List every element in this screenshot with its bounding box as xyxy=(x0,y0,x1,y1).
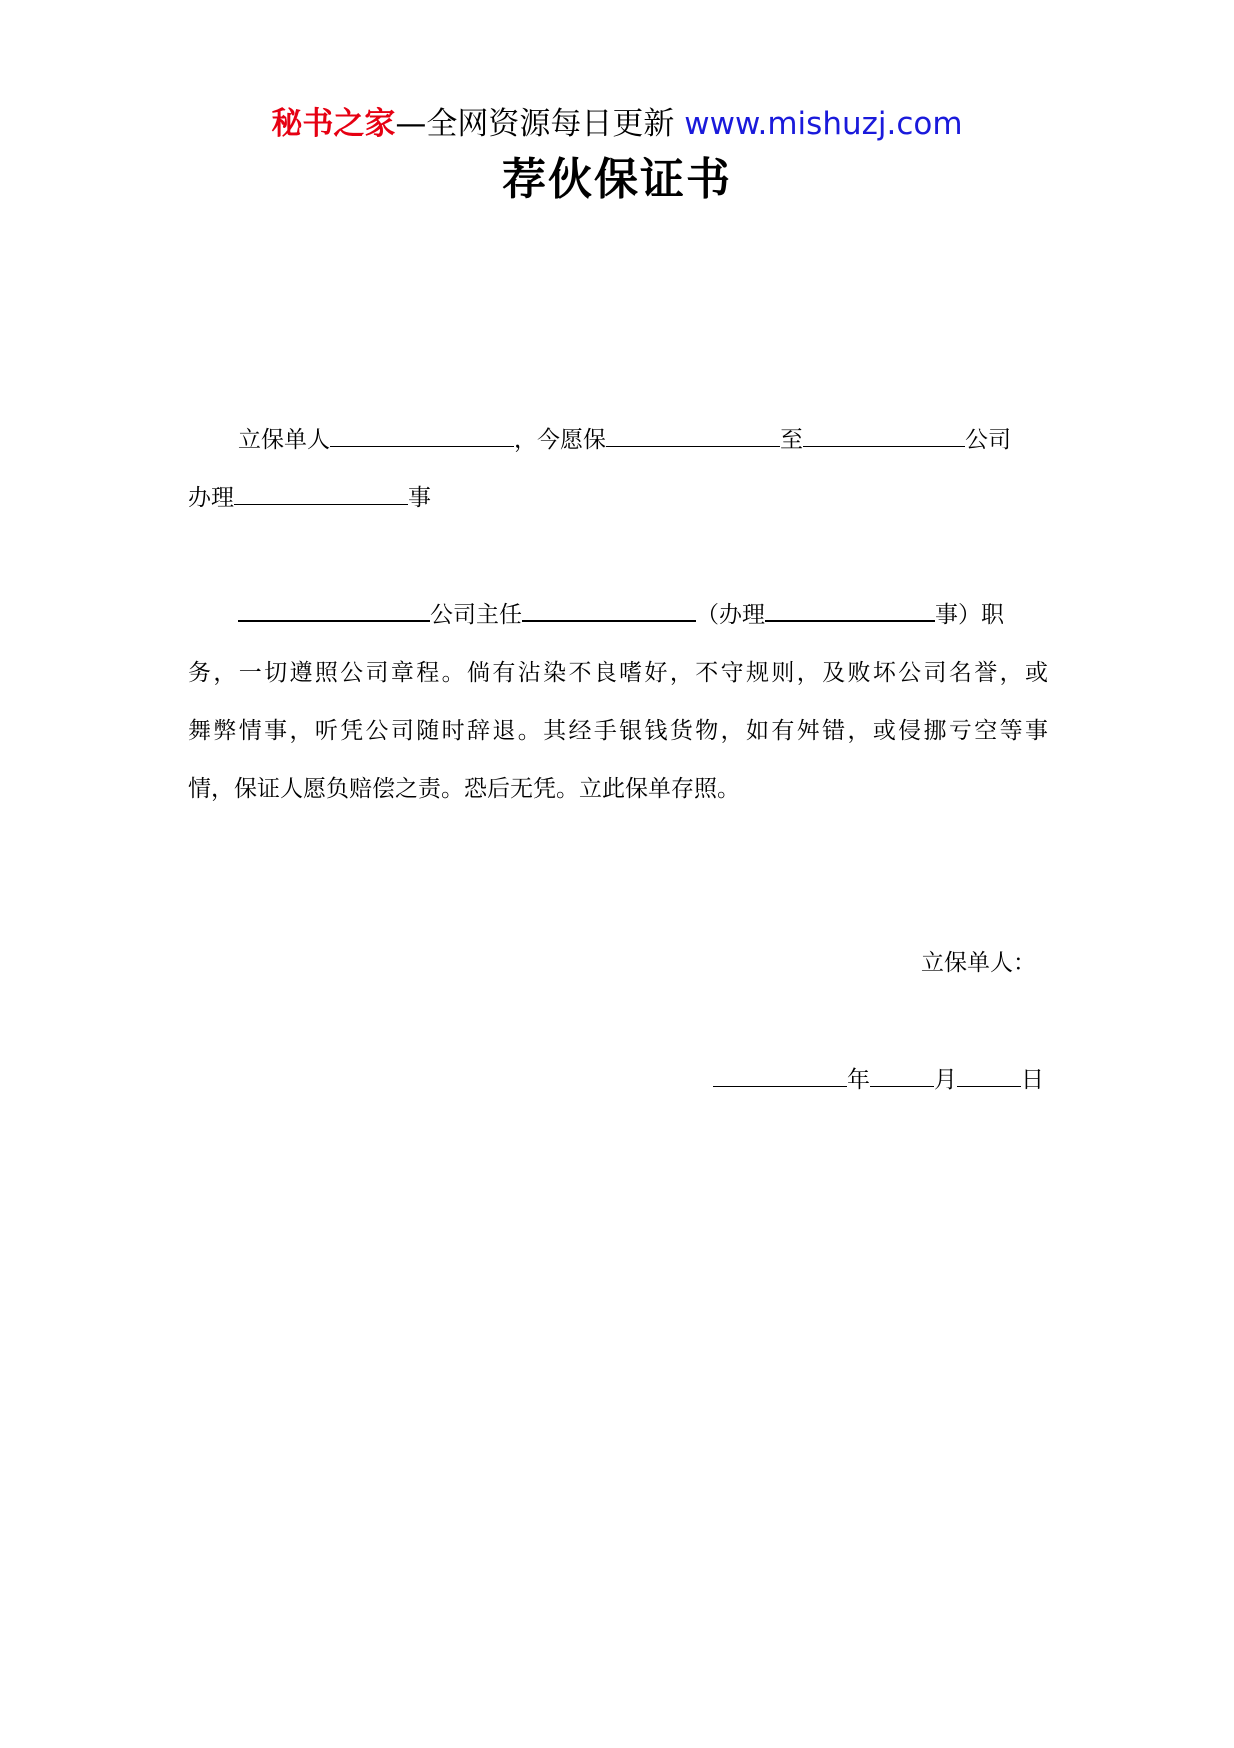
text-willing-guarantee: ，今愿保 xyxy=(514,427,606,453)
text-company: 公司 xyxy=(965,427,1011,453)
blank-guaranteed-person[interactable] xyxy=(606,424,780,447)
blank-handle-matter[interactable] xyxy=(765,598,935,622)
paragraph1-line2 xyxy=(188,480,1048,516)
blank-day[interactable] xyxy=(957,1064,1021,1087)
blank-director-name[interactable] xyxy=(522,598,696,622)
text-company-director: 公司主任 xyxy=(430,602,522,628)
banner-brand: 秘书之家 xyxy=(271,106,396,142)
blank-month[interactable] xyxy=(870,1064,934,1087)
blank-matter[interactable] xyxy=(234,482,408,505)
paragraph1-line1 xyxy=(188,422,1098,458)
paragraph2-line2: 务，一切遵照公司章程。倘有沾染不良嗜好，不守规则，及败坏公司名誉，或 xyxy=(188,660,1048,686)
text-to: 至 xyxy=(780,427,803,453)
text-matter-position: 事）职 xyxy=(935,602,1004,628)
blank-year[interactable] xyxy=(713,1064,847,1087)
signature-label: 立保单人： xyxy=(921,950,1036,976)
blank-guarantor-name[interactable] xyxy=(330,424,514,447)
blank-company[interactable] xyxy=(238,598,430,622)
document-title: 荐伙保证书 xyxy=(502,154,732,205)
paragraph2-line4: 情，保证人愿负赔偿之责。恐后无凭。立此保单存照。 xyxy=(188,776,740,802)
text-day: 日 xyxy=(1021,1067,1044,1093)
text-year: 年 xyxy=(847,1067,870,1093)
site-banner xyxy=(0,100,1234,148)
banner-url[interactable]: www.mishuzj.com xyxy=(684,106,963,142)
text-matter: 事 xyxy=(408,485,431,511)
text-month: 月 xyxy=(934,1067,957,1093)
paragraph2-line1 xyxy=(188,597,1098,633)
text-handle: 办理 xyxy=(188,485,234,511)
blank-company-name[interactable] xyxy=(803,424,965,447)
banner-slogan: —全网资源每日更新 xyxy=(395,106,675,142)
text-handle-open: （办理 xyxy=(696,602,765,628)
text-guarantor-label: 立保单人 xyxy=(238,427,330,453)
date-line xyxy=(188,1062,1044,1098)
paragraph2-line3: 舞弊情事，听凭公司随时辞退。其经手银钱货物，如有舛错，或侵挪亏空等事 xyxy=(188,718,1048,744)
